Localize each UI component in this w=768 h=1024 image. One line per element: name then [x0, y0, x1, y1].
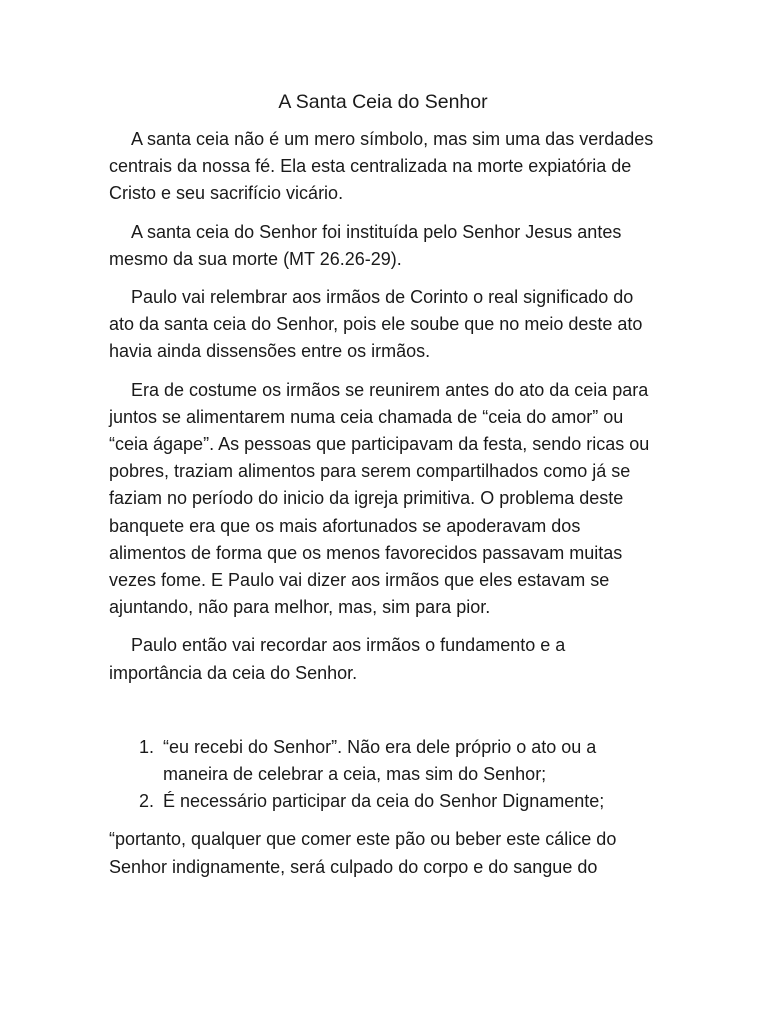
paragraph-3: Paulo vai relembrar aos irmãos de Corinto o real significado do ato da santa ceia do Senhor, pois ele soube que no meio deste ato havia ainda dissensões entre os irmãos. — [109, 287, 643, 362]
paragraph-4: Era de costume os irmãos se reunirem antes do ato da ceia para juntos se alimentarem numa ceia chamada de “ceia do amor” ou “ceia ágape”. As pessoas que participavam da festa, sendo ricas ou pobres, traziam alimentos para serem compartilhados como já se faziam no período do inicio da igreja primitiva. O problema deste banquete era que os mais afortunados se apoderavam dos alimentos de forma que os menos favorecidos passavam muitas vezes fome. E Paulo vai dizer aos irmãos que eles estavam se ajuntando, não para melhor, mas, sim para pior. — [109, 379, 650, 618]
paragraph-5: Paulo então vai recordar aos irmãos o fundamento e a importância da ceia do Senhor. — [109, 635, 566, 683]
quote-paragraph: “portanto, qualquer que comer este pão ou beber este cálice do Senhor indignamente, será culpado do corpo e do sangue do — [109, 829, 617, 877]
numbered-list — [109, 734, 657, 816]
paragraph-1: A santa ceia não é um mero símbolo, mas sim uma das verdades centrais da nossa fé. Ela esta centralizada na morte expiatória de Cristo e seu sacrifício vicário. — [109, 129, 654, 204]
document-body — [109, 88, 657, 881]
page-title: A Santa Ceia do Senhor — [278, 91, 488, 113]
list-item: 1. “eu recebi do Senhor”. Não era dele próprio o ato ou a maneira de celebrar a ceia, mas sim do Senhor; — [159, 734, 657, 788]
paragraph-2: A santa ceia do Senhor foi instituída pelo Senhor Jesus antes mesmo da sua morte (MT 26.26-29). — [109, 221, 622, 269]
list-item: 2. É necessário participar da ceia do Senhor Dignamente; — [159, 788, 657, 815]
